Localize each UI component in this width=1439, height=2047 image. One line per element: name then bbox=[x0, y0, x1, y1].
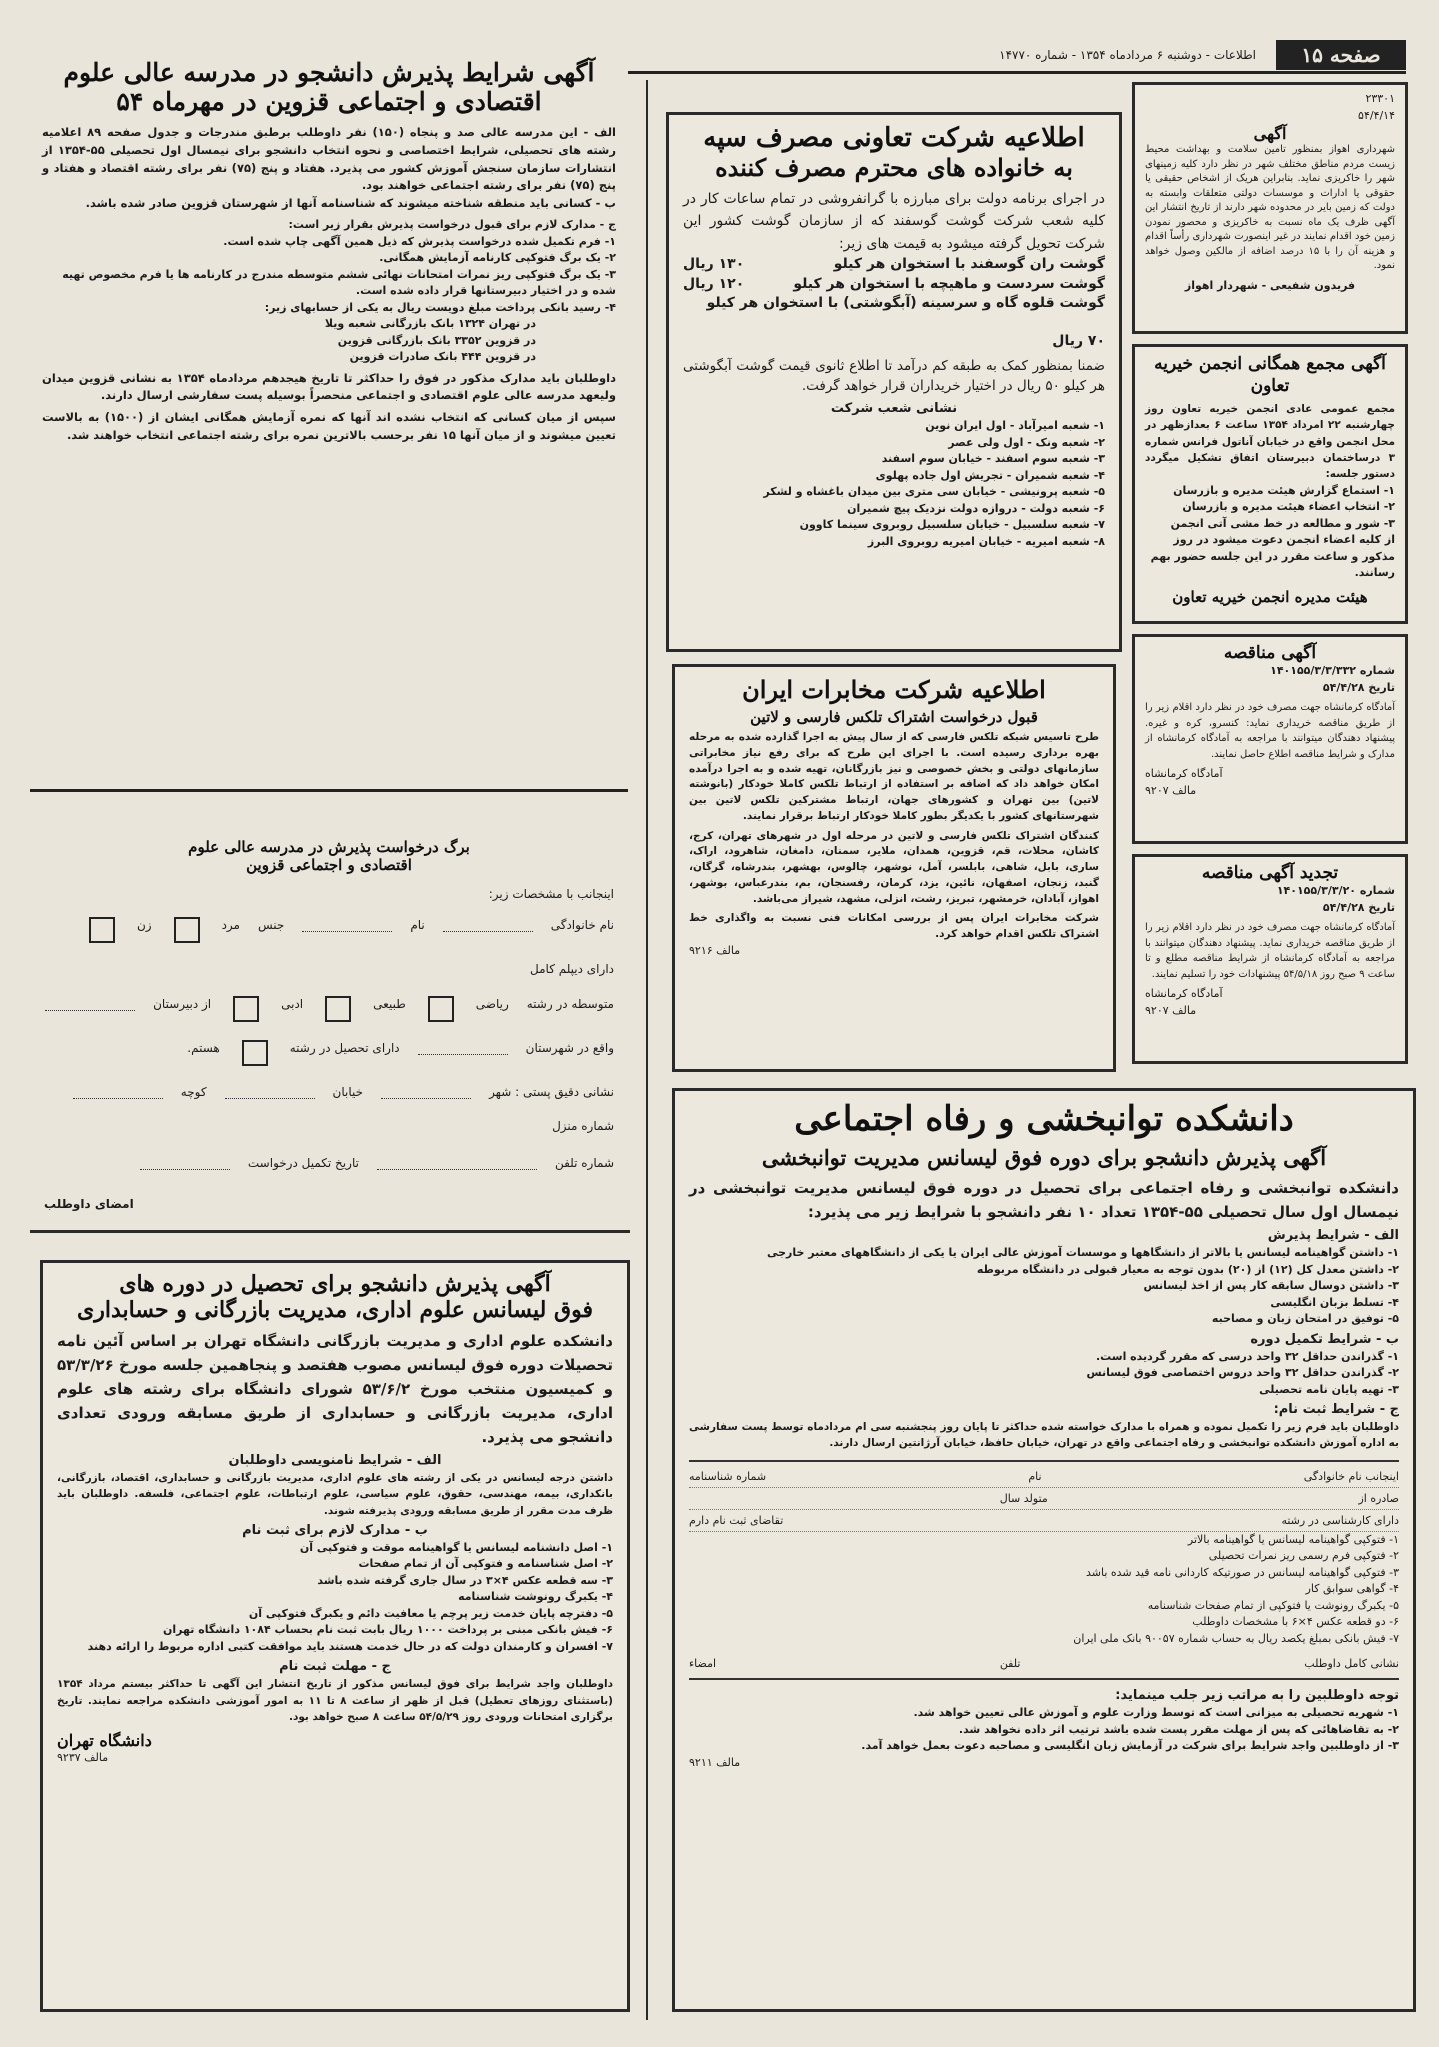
notice-body: طرح تاسیس شبکه تلکس فارسی که از سال پیش به اجرا گذارده شده به مرحله بهره برداری رسیده است. با اجرای این طرح که برای رفع نیاز مخابراتی سازمانهای دولتی و بخش خصوصی و نیز بازرگانان، تهیه شده و به اجرا درآمده امکان خواهد داد که اضافه بر استفاده از ارتباط تلکس کاملا خودکار (بانوشته لاتین) بین تهران و کشورهای جهان، ارتباط مشترکین تلکس لاتین بین شهرستانهای کشور با یکدیگر بطور کاملا خودکار ارتباط برقرار نمایند. bbox=[689, 731, 1099, 822]
section-b-title: ب - مدارک لازم برای ثبت نام bbox=[242, 1522, 428, 1538]
notice-subtitle: به خانواده های محترم مصرف کننده bbox=[715, 153, 1073, 182]
issue-line: اطلاعات - دوشنبه ۶ مردادماه ۱۳۵۴ - شماره ۱۴۷۷۰ bbox=[999, 48, 1256, 62]
notice-coop bbox=[666, 112, 1122, 652]
notice-title: آگهی bbox=[1253, 124, 1287, 143]
branch-item: ۲- شعبه ونک - اول ولی عصر bbox=[948, 435, 1105, 449]
cond-item: ۲- داشتن معدل کل (۱۲) از (۲۰) بدون توجه به معیار قبولی در دانشگاه مربوطه bbox=[976, 1262, 1399, 1276]
notice-date: تاریخ ۵۴/۴/۲۸ bbox=[1322, 900, 1395, 914]
section-c-body: داوطلبان باید فرم زیر را تکمیل نموده و همراه با مدارک خواسته شده حداکثر تا پایان روز پنجشنبه سی ام مردادماه توسط پست سفارشی به اداره آموزش دانشکده توانبخشی و رفاه اجتماعی واقع در تهران، خیابان حافظ، خیابان آرژانتین ارسال دارند. bbox=[689, 1421, 1399, 1450]
cond-item: ۳- تهیه پایان نامه تحصیلی bbox=[1259, 1382, 1399, 1396]
notice-title: آگهی شرایط پذیرش دانشجو در مدرسه عالی علوم bbox=[63, 58, 595, 87]
year-box[interactable] bbox=[242, 1040, 268, 1066]
attachment-item: ۶- دو قطعه عکس ۴×۶ با مشخصات داوطلب bbox=[1192, 1615, 1399, 1629]
notice-title: دانشکده توانبخشی و رفاه اجتماعی bbox=[794, 1099, 1294, 1139]
attachment-item: ۴- گواهی سوابق کار bbox=[1305, 1582, 1399, 1596]
female-label: زن bbox=[136, 917, 152, 932]
para-e: سپس از میان کسانی که انتخاب نشده اند آنها که نمره آزمایش همگانی ایشان از (۱۵۰۰) به بالاست تعیین میشوند و از میان آنها ۱۵ نفر برحسب بالاترین نمره برای رشته اجتماعی انتخاب خواهند شد. bbox=[42, 410, 616, 442]
notice-signature: فریدون شفیعی - شهردار اهواز bbox=[1184, 278, 1356, 292]
form-cell: نام bbox=[1028, 1469, 1042, 1483]
notice-body: آمادگاه کرمانشاه جهت مصرف خود در نظر دارد اقلام زیر را از طریق مناقصه خریداری نماید: کنسرو، کره و غیره. پیشنهاد دهندگان میتوانند با مراجعه به آمادگاه کرمانشاه از مدارک و شرایط مناقصه اطلاع حاصل نمایند. bbox=[1145, 702, 1395, 760]
notice-ref: شماره ۱۴۰۱۵۵/۳/۳/۳۳۲ bbox=[1270, 664, 1395, 677]
account-item: در قزوین ۳۳۵۲ بانک بازرگانی قزوین bbox=[337, 333, 536, 347]
address-field[interactable] bbox=[381, 1084, 471, 1099]
branch-item: ۶- شعبه دولت - دروازه دولت نزدیک پیچ شمیران bbox=[847, 501, 1105, 515]
attachment-item: ۲- فتوکپی فرم رسمی ریز نمرات تحصیلی bbox=[1208, 1549, 1399, 1563]
notice-tender-2 bbox=[1132, 854, 1408, 1064]
notice-tail: شرکت مخابرات ایران پس از بررسی امکانات فنی نسبت به واگذاری خط اشتراک تلکس اقدام خواهد کرد. bbox=[689, 912, 1099, 940]
notice-intro: در اجرای برنامه دولت برای مبارزه با گرانفروشی در تمام ساعات کار در کلیه شعب شرکت گوشت گوسفند که از سازمان گوشت کشور این شرکت تحویل گرفته میشود به قیمت های زیر: bbox=[683, 191, 1105, 252]
notice-code: مالف ۹۲۱۱ bbox=[689, 1755, 741, 1769]
form-header: برگ درخواست پذیرش در مدرسه عالی علوم bbox=[188, 838, 470, 856]
agenda-item: ۳- شور و مطالعه در خط مشی آتی انجمن bbox=[1170, 516, 1395, 530]
section-c-title: ج - شرایط ثبت نام: bbox=[1273, 1402, 1399, 1417]
para-a: الف - این مدرسه عالی صد و پنجاه (۱۵۰) نفر داوطلب برطبق مندرجات و جدول صفحه ۸۹ اعلامیه رشته های تحصیلی، شرایط اختصاصی و نحوه انتخاب دانشجو برای نیمسال اول تحصیلی ۵۵-۱۳۵۴ از انتشارات سازمان سنجش آموزش کشور می پذیرد. هفتاد و پنج (۷۵) نفر برای رشته اقتصاد و هفتاد و پنج (۷۵) نفر برای رشته اجتماعی خواهند بود. bbox=[42, 125, 616, 193]
para-d: داوطلبان باید مدارک مذکور در فوق را حداکثر تا تاریخ هیجدهم مردادماه ۱۳۵۴ به نشانی قزوین میدان ولیعهد مدرسه عالی علوم اقتصادی و اجتماعی منحصراً بوسیله پست سفارشی ارسال دارند. bbox=[42, 370, 617, 403]
section-divider bbox=[30, 1230, 630, 1233]
notice-title: اطلاعیه شرکت مخابرات ایران bbox=[742, 675, 1046, 704]
notice-ref: ۲۳۳۰۱ bbox=[1365, 92, 1395, 105]
notice-title: آگهی پذیرش دانشجو برای تحصیل در دوره های bbox=[119, 1271, 551, 1297]
notice-tail: از کلیه اعضاء انجمن دعوت میشود در روز مذکور و ساعت مقرر در این جلسه حضور بهم رسانند. bbox=[1150, 533, 1395, 580]
am-label: هستم. bbox=[187, 1040, 220, 1055]
notice-charity bbox=[1132, 344, 1408, 624]
form-cell: متولد سال bbox=[999, 1491, 1048, 1505]
natural-label: طبیعی bbox=[373, 996, 406, 1011]
form-intro-label: اینجانب با مشخصات زیر: bbox=[488, 887, 614, 901]
branch-item: ۳- شعبه سوم اسفند - خیابان سوم اسفند bbox=[881, 452, 1105, 466]
cond-item: ۱- گذراندن حداقل ۳۲ واحد درسی که مقرر گردیده است. bbox=[1095, 1349, 1399, 1363]
address-label: نشانی دقیق پستی : شهر bbox=[489, 1084, 614, 1099]
cond-item: ۲- گذراندن حداقل ۳۲ واحد دروس اختصاصی فوق لیسانس bbox=[1086, 1366, 1399, 1379]
notice-title: آگهی مجمع همگانی انجمن خیریه تعاون bbox=[1154, 354, 1386, 397]
section-c-title: ج - مهلت ثبت نام bbox=[279, 1659, 391, 1675]
notice-signature: دانشگاه تهران bbox=[57, 1731, 152, 1751]
masthead bbox=[628, 40, 1406, 74]
form-row-city bbox=[44, 1040, 614, 1066]
math-checkbox[interactable] bbox=[428, 996, 454, 1022]
price-value: ۷۰ ریال bbox=[1052, 332, 1105, 349]
req-item: ۱- اصل دانشنامه لیسانس یا گواهینامه موقت و فتوکپی آن bbox=[299, 1540, 613, 1554]
req-item: ۷- افسران و کارمندان دولت که در حال خدمت هستند باید موافقت کتبی اداره مربوط را ارائه دهند bbox=[87, 1639, 613, 1653]
date-label: تاریخ تکمیل درخواست bbox=[247, 1156, 359, 1171]
branch-item: ۵- شعبه پرونیشی - خیابان سی متری بین میدان باغشاه و لشکر bbox=[763, 485, 1105, 499]
doc-item: ۲- یک برگ فتوکپی کارنامه آزمایش همگانی. bbox=[379, 251, 616, 265]
notice-tehran bbox=[40, 1260, 630, 2012]
attachment-item: ۳- فتوکپی گواهینامه لیسانس در صورتیکه کاردانی نامه قید شده باشد bbox=[1085, 1565, 1399, 1579]
form-cell: تلفن bbox=[999, 1657, 1021, 1671]
phone-label: شماره تلفن bbox=[554, 1156, 614, 1171]
notice-tender-1 bbox=[1132, 634, 1408, 844]
notice-date: ۵۴/۴/۱۴ bbox=[1358, 108, 1395, 122]
phone-field[interactable] bbox=[377, 1155, 537, 1170]
last-name-label: نام خانوادگی bbox=[550, 917, 614, 932]
notice-signature: آمادگاه کرمانشاه bbox=[1145, 987, 1223, 1000]
agenda-item: ۱- استماع گزارش هیئت مدیره و بازرسان bbox=[1173, 483, 1395, 497]
notice-note: ضمنا بمنظور کمک به طبقه کم درآمد تا اطلاع ثانوی قیمت گوشت آبگوشتی هر کیلو ۵۰ ریال در اختیار خریداران قرار خواهد گرفت. bbox=[683, 357, 1105, 395]
notice-ahvaz bbox=[1132, 82, 1408, 334]
column-divider bbox=[646, 80, 648, 2020]
account-item: در قزوین ۴۴۴ بانک صادرات قزوین bbox=[349, 350, 536, 364]
notice-welfare bbox=[672, 1088, 1416, 2012]
form-row-branch bbox=[44, 996, 614, 1022]
price-row bbox=[683, 255, 1105, 275]
section-a-title: الف - شرایط پذیرش bbox=[1267, 1228, 1399, 1243]
branch-item: ۷- شعبه سلسبیل - خیابان سلسبیل روبروی سینما کاوون bbox=[799, 518, 1105, 532]
price-row bbox=[683, 275, 1105, 295]
agenda-item: ۲- انتخاب اعضاء هیئت مدیره و بازرسان bbox=[1182, 500, 1395, 514]
welfare-form bbox=[689, 1460, 1399, 1681]
note-item: ۳- از داوطلبین واجد شرایط برای شرکت در آزمایش زبان انگلیسی و مصاحبه دعوت بعمل خواهد آمد. bbox=[861, 1739, 1399, 1753]
notice-body: مجمع عمومی عادی انجمن خیریه تعاون روز چهارشنبه ۲۲ امرداد ۱۳۵۴ ساعت ۶ بعدازظهر در محل انجمن واقع در خیابان آناتول فرانس شماره ۳ درساختمان دبیرستان اتفاق تشکیل میگردد دستور جلسه: bbox=[1145, 403, 1395, 481]
docs-title: ج - مدارک لازم برای قبول درخواست پذیرش بقرار زیر است: bbox=[288, 218, 616, 232]
form-cell: دارای کارشناسی در رشته bbox=[1281, 1513, 1399, 1527]
price-label: گوشت سردست و ماهیچه با استخوان هر کیلو bbox=[793, 275, 1105, 292]
price-row bbox=[683, 294, 1105, 351]
notice-title: آگهی مناقصه bbox=[1223, 643, 1317, 663]
alley-label: کوچه bbox=[180, 1084, 207, 1099]
section-a-body: داشتن درجه لیسانس در یکی از رشته های علوم اداری، مدیریت بازرگانی و حسابداری، اقتصاد، بازرگانی، بانکداری، بیمه، مهندسی، حقوق، علوم سیاسی، علوم ارتباطات، علوم اجتماعی، فلسفه. داوطلبان باید ظرف مدت مقرر از طریق مسابقه ورودی پذیرفته شوند. bbox=[57, 1472, 613, 1517]
notice-code: مالف ۹۲۱۶ bbox=[689, 943, 741, 957]
section-c-body: داوطلبان واجد شرایط برای فوق لیسانس مذکور از تاریخ انتشار این آگهی تا حداکثر بیستم مرداد ۱۳۵۴ (باستثنای روزهای تعطیل) قبل از ظهر از ساعت ۸ تا ۱۱ به امور آموزشی دانشکده مراجعه نمایند. تاریخ برگزاری امتحانات ورودی روز ۵۴/۵/۲۹ ساعت ۸ صبح خواهد بود. bbox=[57, 1678, 613, 1723]
form-row bbox=[689, 1510, 1399, 1532]
req-item: ۲- اصل شناسنامه و فتوکپی آن از تمام صفحات bbox=[358, 1557, 613, 1571]
notice-title: تجدید آگهی مناقصه bbox=[1201, 863, 1339, 883]
alley-field[interactable] bbox=[73, 1084, 163, 1099]
page-label: صفحه ۱۵ bbox=[1276, 40, 1406, 70]
notice-code: مالف ۹۲۰۷ bbox=[1145, 1003, 1197, 1017]
literary-checkbox[interactable] bbox=[233, 996, 259, 1022]
account-item: در تهران ۱۳۲۴ بانک بازرگانی شعبه ویلا bbox=[324, 317, 536, 331]
price-value: ۱۲۰ ریال bbox=[683, 275, 745, 292]
notice-body: شهرداری اهواز بمنظور تامین سلامت و بهداشت محیط زیست مردم مناطق مختلف شهر در نظر دارد کلیه زمینهای شهر را خاکریزی نماید. بنابراین هریک از اشخاص حقیقی یا حقوقی یا ادارات و موسسات دولتی متعلقات وابسته به دولت که زمین بایر در محدوده شهر دارند از تاریخ انتشار این آگهی ظرف یک ماه نسبت به خاکریزی و محصور نمودن زمین خود اقدام نمایند در غیر اینصورت شهرداری رأساً اقدام و هزینه آن را با ۱۵ درصد اضافه از مالکین وصول خواهد نمود. bbox=[1145, 144, 1395, 271]
notice-code: مالف ۹۲۰۷ bbox=[1145, 783, 1197, 797]
note-item: ۲- به تقاضاهائی که پس از مهلت مقرر پست شده باشد ترتیب اثر داده نخواهد شد. bbox=[958, 1722, 1399, 1736]
branch-item: ۱- شعبه امیرآباد - اول ایران نوین bbox=[925, 419, 1105, 433]
diploma-label: دارای دیپلم کامل bbox=[530, 961, 614, 976]
form-row-sign bbox=[44, 1196, 614, 1213]
price-label: گوشت ران گوسفند با استخوان هر کیلو bbox=[833, 256, 1105, 273]
notice-signature: هیئت مدیره انجمن خیریه تعاون bbox=[1172, 587, 1368, 606]
notice-cities: کنندگان اشتراک تلکس فارسی و لاتین در مرحله اول در شهرهای تهران، کرج، کاشان، محلات، قم، قزوین، همدان، ملایر، سمنان، دامغان، شاهرود، اراک، ساری، بابل، شاهی، بابلسر، آمل، نوشهر، چالوس، بهشهر، بندرشاه، گرگان، گنبد، زنجان، اصفهان، نائین، یزد، کرمان، رفسنجان، بم، بندرعباس، بوشهر، اهواز، آبادان، خرمشهر، تبریز، رشت، انزلی، مشهد، شیراز می‌باشد. bbox=[689, 829, 1099, 905]
doc-item: ۱- فرم تکمیل شده درخواست پذیرش که ذیل همین آگهی چاپ شده است. bbox=[223, 234, 616, 248]
notice-subtitle: فوق لیسانس علوم اداری، مدیریت بازرگانی و حسابداری bbox=[77, 1297, 593, 1323]
year-label: دارای تحصیل در رشته bbox=[289, 1040, 400, 1055]
last-name-field[interactable] bbox=[443, 917, 533, 932]
form-cell: اینجانب نام خانوادگی bbox=[1303, 1469, 1399, 1483]
form-row bbox=[689, 1488, 1399, 1510]
cond-item: ۵- توفیق در امتحان زبان و مصاحبه bbox=[1211, 1312, 1399, 1325]
attachment-item: ۱- فتوکپی گواهینامه لیسانس یا گواهینامه بالاتر bbox=[1187, 1532, 1399, 1546]
school-label: از دبیرستان bbox=[153, 996, 212, 1011]
attachment-item: ۵- یکبرگ رونوشت یا فتوکپی از تمام صفحات شناسنامه bbox=[1147, 1598, 1399, 1612]
notice-subtitle: آگهی پذیرش دانشجو برای دوره فوق لیسانس مدیریت توانبخشی bbox=[761, 1145, 1327, 1170]
req-item: ۶- فیش بانکی مبنی بر پرداخت ۱۰۰۰ ریال بابت ثبت نام بحساب ۱۰۸۴ دانشگاه تهران bbox=[162, 1623, 613, 1637]
school-field[interactable] bbox=[45, 996, 135, 1011]
form-row-phone bbox=[44, 1155, 614, 1172]
city-label: واقع در شهرستان bbox=[525, 1040, 614, 1055]
form-cell: تقاضای ثبت نام دارم bbox=[689, 1513, 784, 1527]
form-intro bbox=[44, 886, 614, 903]
notes-title: توجه داوطلبین را به مراتب زیر جلب مینماید: bbox=[1115, 1688, 1399, 1704]
male-checkbox[interactable] bbox=[174, 917, 200, 943]
para-b: ب - کسانی باید منطقه شناخته میشوند که شناسنامه آنها از شهرستان قزوین صادر شده باشد. bbox=[85, 196, 616, 211]
price-value: ۱۳۰ ریال bbox=[683, 256, 745, 273]
form-row-address bbox=[44, 1084, 614, 1136]
qazvin-form bbox=[30, 830, 628, 1211]
section-a-title: الف - شرایط نامنویسی داوطلبان bbox=[228, 1453, 442, 1468]
house-label: شماره منزل bbox=[552, 1119, 614, 1134]
req-item: ۴- یکبرگ رونوشت شناسنامه bbox=[458, 1590, 613, 1604]
sign-label: امضای داوطلب bbox=[44, 1196, 134, 1211]
form-cell: شماره شناسنامه bbox=[689, 1469, 767, 1483]
notice-signature: آمادگاه کرمانشاه bbox=[1145, 767, 1223, 780]
notice-qazvin bbox=[30, 52, 628, 792]
male-label: مرد bbox=[221, 917, 240, 932]
form-cell: صادره از bbox=[1358, 1491, 1399, 1505]
notice-date: تاریخ ۵۴/۴/۲۸ bbox=[1322, 680, 1395, 694]
street-label: خیابان bbox=[332, 1084, 364, 1099]
literary-label: ادبی bbox=[281, 996, 304, 1011]
form-row-name bbox=[44, 917, 614, 978]
form-header-2: اقتصادی و اجتماعی قزوین bbox=[246, 856, 412, 874]
female-checkbox[interactable] bbox=[89, 917, 115, 943]
branch-item: ۸- شعبه امیریه - خیابان امیریه روبروی البرز bbox=[867, 534, 1105, 548]
notice-telecom bbox=[672, 664, 1116, 1072]
branches-title: نشانی شعب شرکت bbox=[830, 401, 958, 417]
math-label: ریاضی bbox=[475, 996, 509, 1011]
form-cell: نشانی کامل داوطلب bbox=[1304, 1657, 1399, 1671]
section-b-title: ب - شرایط تکمیل دوره bbox=[1250, 1331, 1399, 1347]
first-name-label: نام bbox=[410, 917, 425, 932]
req-item: ۳- سه قطعه عکس ۴×۳ در سال جاری گرفته شده باشد bbox=[317, 1573, 613, 1587]
notice-intro: دانشکده توانبخشی و رفاه اجتماعی برای تحصیل در دوره فوق لیسانس مدیریت توانبخشی در نیمسال اول سال تحصیلی ۵۵-۱۳۵۴ تعداد ۱۰ نفر دانشجو با شرایط زیر می پذیرد: bbox=[689, 1179, 1399, 1221]
branch-item: ۴- شعبه شمیران - تجریش اول جاده پهلوی bbox=[875, 468, 1105, 482]
attachment-item: ۷- فیش بانکی بمبلغ یکصد ریال به حساب شماره ۹۰۰۵۷ بانک ملی ایران bbox=[1073, 1631, 1399, 1645]
notice-subtitle: اقتصادی و اجتماعی قزوین در مهرماه ۵۴ bbox=[116, 87, 542, 116]
notice-code: مالف ۹۲۳۷ bbox=[57, 1751, 109, 1765]
natural-checkbox[interactable] bbox=[325, 996, 351, 1022]
cond-item: ۴- تسلط بزبان انگلیسی bbox=[1270, 1295, 1399, 1309]
req-item: ۵- دفترچه پایان خدمت زیر پرچم یا معافیت دائم و یکبرگ فتوکپی آن bbox=[248, 1606, 613, 1620]
notice-ref: شماره ۱۴۰۱۵۵/۳/۳/۲۰ bbox=[1276, 884, 1395, 897]
city-field[interactable] bbox=[418, 1040, 508, 1055]
notice-intro: دانشکده علوم اداری و مدیریت بازرگانی دانشگاه تهران بر اساس آئین نامه تحصیلات دوره فوق لیسانس مصوب هفتصد و پنجاهمین جلسه مورخ ۵۳/۳/۲۶ و کمیسیون منتخب مورخ ۵۳/۶/۲ شورای دانشگاه برای رشته های علوم اداری، مدیریت بازرگانی و حسابداری از طریق مسابقه ورودی تعدادی دانشجو می پذیرد. bbox=[57, 1332, 613, 1446]
branch-label: متوسطه در رشته bbox=[526, 996, 614, 1011]
price-label: گوشت قلوه گاه و سرسینه (آبگوشتی) با استخوان هر کیلو bbox=[706, 295, 1105, 312]
doc-item: ۳- یک برگ فتوکپی ریز نمرات امتحانات نهائی ششم متوسطه مندرج در کارنامه ها یا فرم مخصوص تهیه شده و در اختیار دبیرستانها قرار داده شده است. bbox=[62, 267, 616, 298]
sex-label: جنس bbox=[257, 917, 285, 932]
notice-title: اطلاعیه شرکت تعاونی مصرف سپه bbox=[703, 123, 1085, 153]
notice-body: آمادگاه کرمانشاه جهت مصرف خود در نظر دارد اقلام زیر را از طریق مناقصه خریداری نماید. پیشنهاد دهندگان میتوانند با مراجعه به آمادگاه کرمانشاه از شرایط مناقصه مطلع و تا ساعت ۹ صبح روز ۵۴/۵/۱۸ پیشنهادات خود را تسلیم نمایند. bbox=[1145, 922, 1395, 980]
form-row bbox=[689, 1466, 1399, 1488]
street-field[interactable] bbox=[225, 1084, 315, 1099]
form-row-sign bbox=[689, 1653, 1399, 1674]
date-field[interactable] bbox=[140, 1155, 230, 1170]
cond-item: ۳- داشتن دوسال سابقه کار پس از اخذ لیسانس bbox=[1143, 1279, 1399, 1292]
doc-item: ۴- رسید بانکی پرداخت مبلغ دویست ریال به یکی از حسابهای زیر: bbox=[264, 300, 616, 314]
form-cell: امضاء bbox=[689, 1657, 717, 1671]
cond-item: ۱- داشتن گواهینامه لیسانس یا بالاتر از دانشگاهها و موسسات آموزش عالی ایران یا یکی از دانشگاههای معتبر خارجی bbox=[766, 1246, 1399, 1259]
first-name-field[interactable] bbox=[302, 917, 392, 932]
note-item: ۱- شهریه تحصیلی به میزانی است که توسط وزارت علوم و آموزش عالی تعیین خواهد شد. bbox=[913, 1706, 1399, 1720]
notice-subtitle: قبول درخواست اشتراک تلکس فارسی و لاتین bbox=[750, 708, 1038, 726]
